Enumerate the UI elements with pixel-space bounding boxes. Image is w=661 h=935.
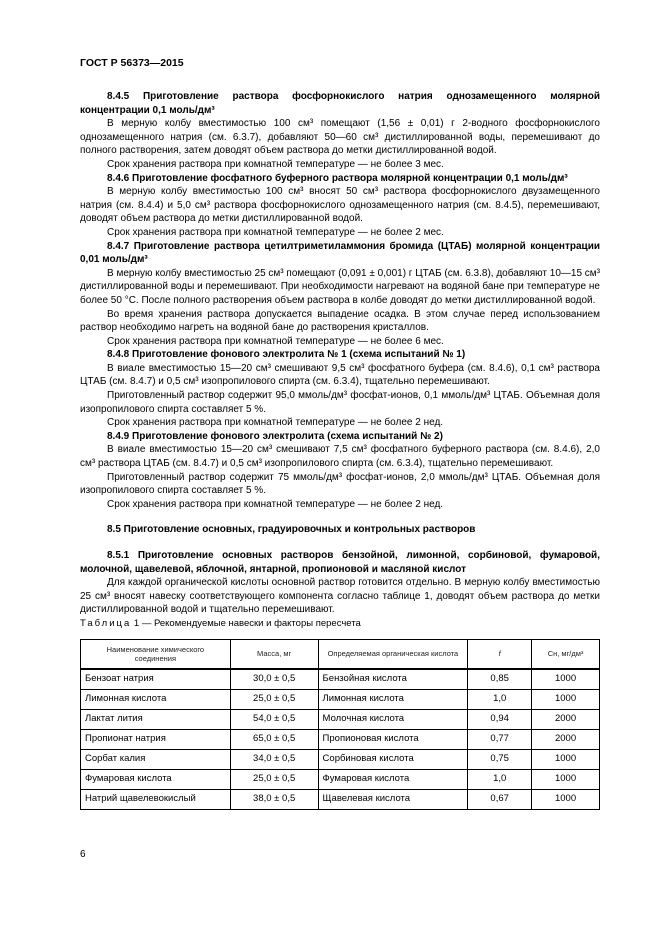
cell-f: 0,75 <box>468 749 532 769</box>
paragraph-p848c: Срок хранения раствора при комнатной температуре — не более 2 нед. <box>107 417 444 429</box>
cell-f: 1,0 <box>468 689 532 709</box>
cell-c: 2000 <box>532 729 600 749</box>
cell-compound: Натрий щавелевокислый <box>81 789 231 809</box>
cell-compound: Лимонная кислота <box>81 689 231 709</box>
paragraph-p846b: Срок хранения раствора при комнатной температуре — не более 2 мес. <box>107 226 444 238</box>
paragraph-p847c: Срок хранения раствора при комнатной температуре — не более 6 мес. <box>107 335 444 347</box>
cell-acid: Молочная кислота <box>318 709 468 729</box>
header-mass: Масса, мг <box>230 639 318 669</box>
table-row <box>81 729 600 749</box>
cell-acid: Лимонная кислота <box>318 689 468 709</box>
cell-compound: Фумаровая кислота <box>81 769 231 789</box>
paragraph-p848h: 8.4.8 Приготовление фонового электролита № 1 (схема испытаний № 1) <box>107 349 466 361</box>
paragraph-p849b: Приготовленный раствор содержит 75 ммоль/дм³ фосфат-ионов, 2,0 ммоль/дм³ ЦТАБ. Объемная доля изопропилового спирта составляет 5 %. <box>80 471 600 497</box>
paragraph-p845b: Срок хранения раствора при комнатной температуре — не более 3 мес. <box>107 158 444 170</box>
header-compound: Наименование химического соединения <box>81 639 231 669</box>
cell-acid: Пропионовая кислота <box>318 729 468 749</box>
cell-f: 0,94 <box>468 709 532 729</box>
paragraph-p847b: Во время хранения раствора допускается выпадение осадка. В этом случае перед использованием раствор необходимо нагреть на водяной бане до растворения кристаллов. <box>80 308 600 334</box>
cell-compound: Бензоат натрия <box>81 669 231 690</box>
header-f: f <box>468 639 532 669</box>
paragraph-p845a: В мерную колбу вместимостью 100 см³ помещают (1,56 ± 0,01) г 2-водного фосфорнокислого однозамещенного натрия (см. 6.3.7), добавляют 50—60 см³ дистиллированной воды, перемешивают до полного растворения, затем доводят объем раствора до метки дистиллированной водой. <box>80 118 600 157</box>
cell-f: 0,77 <box>468 729 532 749</box>
cell-compound: Пропионат натрия <box>81 729 231 749</box>
table-caption <box>80 617 600 631</box>
paragraph-p851h: 8.5.1 Приготовление основных растворов бензойной, лимонной, сорбиновой, фумаровой, молочной, щавелевой, яблочной, янтарной, пропионовой и масляной кислот <box>80 550 600 575</box>
weights-table <box>80 639 600 810</box>
cell-c: 1000 <box>532 789 600 809</box>
paragraph-p845h: 8.4.5 Приготовление раствора фосфорнокислого натрия однозамещенного молярной концентрации 0,1 моль/дм³ <box>80 91 600 116</box>
table-caption-label: Таблица <box>80 617 132 629</box>
cell-acid: Щавелевая кислота <box>318 789 468 809</box>
table-caption-text: 1 — Рекомендуемые навески и факторы пересчета <box>133 617 361 629</box>
cell-mass: 38,0 ± 0,5 <box>230 789 318 809</box>
table-row <box>81 769 600 789</box>
cell-mass: 30,0 ± 0,5 <box>230 669 318 690</box>
cell-acid: Сорбиновая кислота <box>318 749 468 769</box>
cell-f: 0,67 <box>468 789 532 809</box>
cell-compound: Сорбат калия <box>81 749 231 769</box>
table-row <box>81 709 600 729</box>
paragraph-p851a: Для каждой органической кислоты основной раствор готовится отдельно. В мерную колбу вместимостью 25 см³ вносят навеску соответствующего компонента согласно таблице 1, доводят объем раствора до метки дистиллированной водой и тщательно перемешивают. <box>80 577 600 616</box>
cell-mass: 65,0 ± 0,5 <box>230 729 318 749</box>
table-row <box>81 789 600 809</box>
table-body <box>81 669 600 810</box>
cell-f: 0,85 <box>468 669 532 690</box>
header-c: Cн, мг/дм³ <box>532 639 600 669</box>
cell-acid: Бензойная кислота <box>318 669 468 690</box>
cell-mass: 54,0 ± 0,5 <box>230 709 318 729</box>
cell-f: 1,0 <box>468 769 532 789</box>
header-acid: Определяемая органическая кислота <box>318 639 468 669</box>
paragraph-p85h: 8.5 Приготовление основных, градуировочных и контрольных растворов <box>107 524 476 536</box>
page-number: 6 <box>80 849 86 860</box>
paragraph-p848a: В виале вместимостью 15—20 см³ смешивают 9,5 см³ фосфатного буфера (см. 8.4.6), 0,1 см³ раствора ЦТАБ (см. 8.4.7) и 0,5 см³ изопропилового спирта (см. 6.3.4), тщательно перемешивают. <box>80 362 600 388</box>
cell-c: 1000 <box>532 749 600 769</box>
cell-mass: 34,0 ± 0,5 <box>230 749 318 769</box>
cell-c: 2000 <box>532 709 600 729</box>
paragraph-p849h: 8.4.9 Приготовление фонового электролита (схема испытаний № 2) <box>107 430 443 442</box>
document-header: ГОСТ Р 56373—2015 <box>80 57 184 69</box>
table-row <box>81 669 600 690</box>
paragraph-p849c: Срок хранения раствора при комнатной температуре — не более 2 нед. <box>107 498 444 510</box>
paragraph-p846a: В мерную колбу вместимостью 100 см³ вносят 50 см³ раствора фосфорнокислого двузамещенного натрия (см. 8.4.4) и 5,0 см³ раствора фосфорнокислого однозамещенного натрия (см. 8.4.5), перемешивают, доводят объем раствора до метки дистиллированной водой. <box>80 186 600 225</box>
cell-acid: Фумаровая кислота <box>318 769 468 789</box>
paragraph-p848b: Приготовленный раствор содержит 95,0 ммоль/дм³ фосфат-ионов, 0,1 ммоль/дм³ ЦТАБ. Объемная доля изопропилового спирта составляет 5 %. <box>80 390 600 415</box>
cell-mass: 25,0 ± 0,5 <box>230 769 318 789</box>
paragraph-p847a: В мерную колбу вместимостью 25 см³ помещают (0,091 ± 0,001) г ЦТАБ (см. 6.3.8), добавляют 10—15 см³ дистиллированной воды и перемешивают. При необходимости нагревают на водяной бане при температуре не более 50 °С. После полного растворения объем раствора в колбе доводят до метки дистиллированной водой. <box>80 267 600 306</box>
cell-c: 1000 <box>532 769 600 789</box>
cell-c: 1000 <box>532 669 600 690</box>
table-header-row <box>81 639 600 669</box>
document-body <box>80 90 600 810</box>
paragraph-p847h: 8.4.7 Приготовление раствора цетилтриметиламмония бромида (ЦТАБ) молярной концентрации 0,01 моль/дм³ <box>80 240 600 266</box>
cell-c: 1000 <box>532 689 600 709</box>
cell-mass: 25,0 ± 0,5 <box>230 689 318 709</box>
paragraph-p849a: В виале вместимостью 15—20 см³ смешивают 7,5 см³ фосфатного буферного раствора (см. 8.4.6), 2,0 см³ раствора ЦТАБ (см. 8.4.7) и 0,5 см³ изопропилового спирта (см. 6.3.4), тщательно перемешивают. <box>80 444 600 470</box>
cell-compound: Лактат лития <box>81 709 231 729</box>
paragraphs-container <box>80 90 600 617</box>
table-row <box>81 689 600 709</box>
table-row <box>81 749 600 769</box>
paragraph-p846h: 8.4.6 Приготовление фосфатного буферного раствора молярной концентрации 0,1 моль/дм³ <box>107 172 568 184</box>
